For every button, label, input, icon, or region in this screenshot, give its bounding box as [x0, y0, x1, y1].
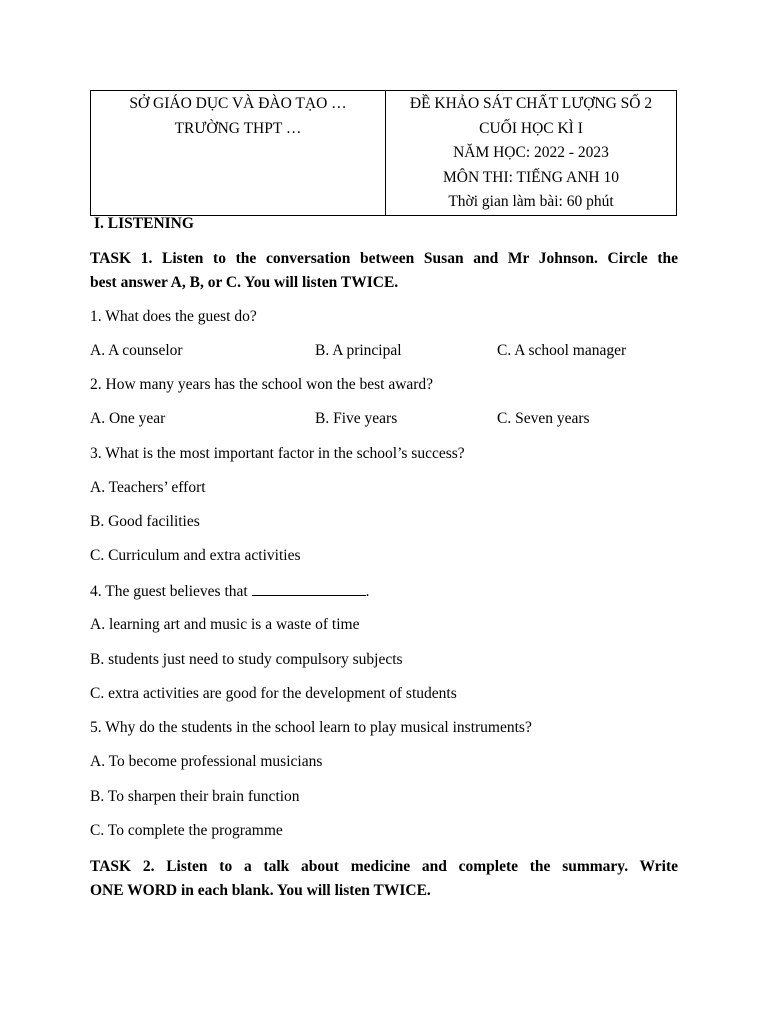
task1-instructions: [90, 247, 678, 295]
task1-line2: best answer A, B, or C. You will listen TWICE.: [90, 274, 399, 291]
q3-option-a: A. Teachers’ effort: [90, 479, 206, 496]
q4-option-b: B. students just need to study compulsory subjects: [90, 651, 403, 668]
school-name: TRƯỜNG THPT …: [174, 119, 302, 137]
q4-blank: [252, 581, 366, 596]
q2-option-a: A. One year: [90, 410, 166, 427]
q4-text-before: 4. The guest believes that: [90, 583, 252, 600]
q4-text-after: .: [365, 583, 370, 600]
question-4: [90, 581, 369, 602]
question-3: 3. What is the most important factor in the school’s success?: [90, 445, 465, 462]
section-title-listening: I. LISTENING: [94, 215, 194, 232]
q3-option-c: C. Curriculum and extra activities: [90, 547, 301, 564]
exam-term: CUỐI HỌC KÌ I: [479, 119, 583, 137]
q5-option-b: B. To sharpen their brain function: [90, 788, 300, 805]
school-info-cell: [91, 91, 386, 216]
task1-line1: TASK 1. Listen to the conversation between Susan and Mr Johnson. Circle the: [90, 250, 678, 267]
q2-option-b: B. Five years: [315, 410, 398, 427]
question-1: 1. What does the guest do?: [90, 308, 257, 325]
q1-option-a: A. A counselor: [90, 342, 183, 359]
question-2: 2. How many years has the school won the best award?: [90, 376, 434, 393]
q5-option-a: A. To become professional musicians: [90, 753, 323, 770]
exam-subject: MÔN THI: TIẾNG ANH 10: [443, 168, 619, 186]
department-name: SỞ GIÁO DỤC VÀ ĐÀO TẠO …: [129, 95, 347, 112]
question-5: 5. Why do the students in the school learn to play musical instruments?: [90, 719, 532, 736]
q3-option-b: B. Good facilities: [90, 513, 200, 530]
task2-line1: TASK 2. Listen to a talk about medicine and complete the summary. Write: [90, 858, 678, 875]
q1-option-c: C. A school manager: [497, 342, 627, 359]
q5-option-c: C. To complete the programme: [90, 822, 283, 839]
task2-line2: ONE WORD in each blank. You will listen TWICE.: [90, 882, 431, 899]
q4-option-c: C. extra activities are good for the development of students: [90, 685, 457, 702]
task2-instructions: [90, 855, 678, 903]
q1-option-b: B. A principal: [315, 342, 402, 359]
q2-option-c: C. Seven years: [497, 410, 590, 427]
exam-duration: Thời gian làm bài: 60 phút: [448, 193, 614, 210]
exam-info-cell: [386, 91, 677, 216]
q4-option-a: A. learning art and music is a waste of time: [90, 616, 360, 633]
exam-title: ĐỀ KHẢO SÁT CHẤT LƯỢNG SỐ 2: [409, 95, 653, 112]
school-year: NĂM HỌC: 2022 - 2023: [453, 144, 609, 161]
exam-header-table: [90, 90, 677, 216]
